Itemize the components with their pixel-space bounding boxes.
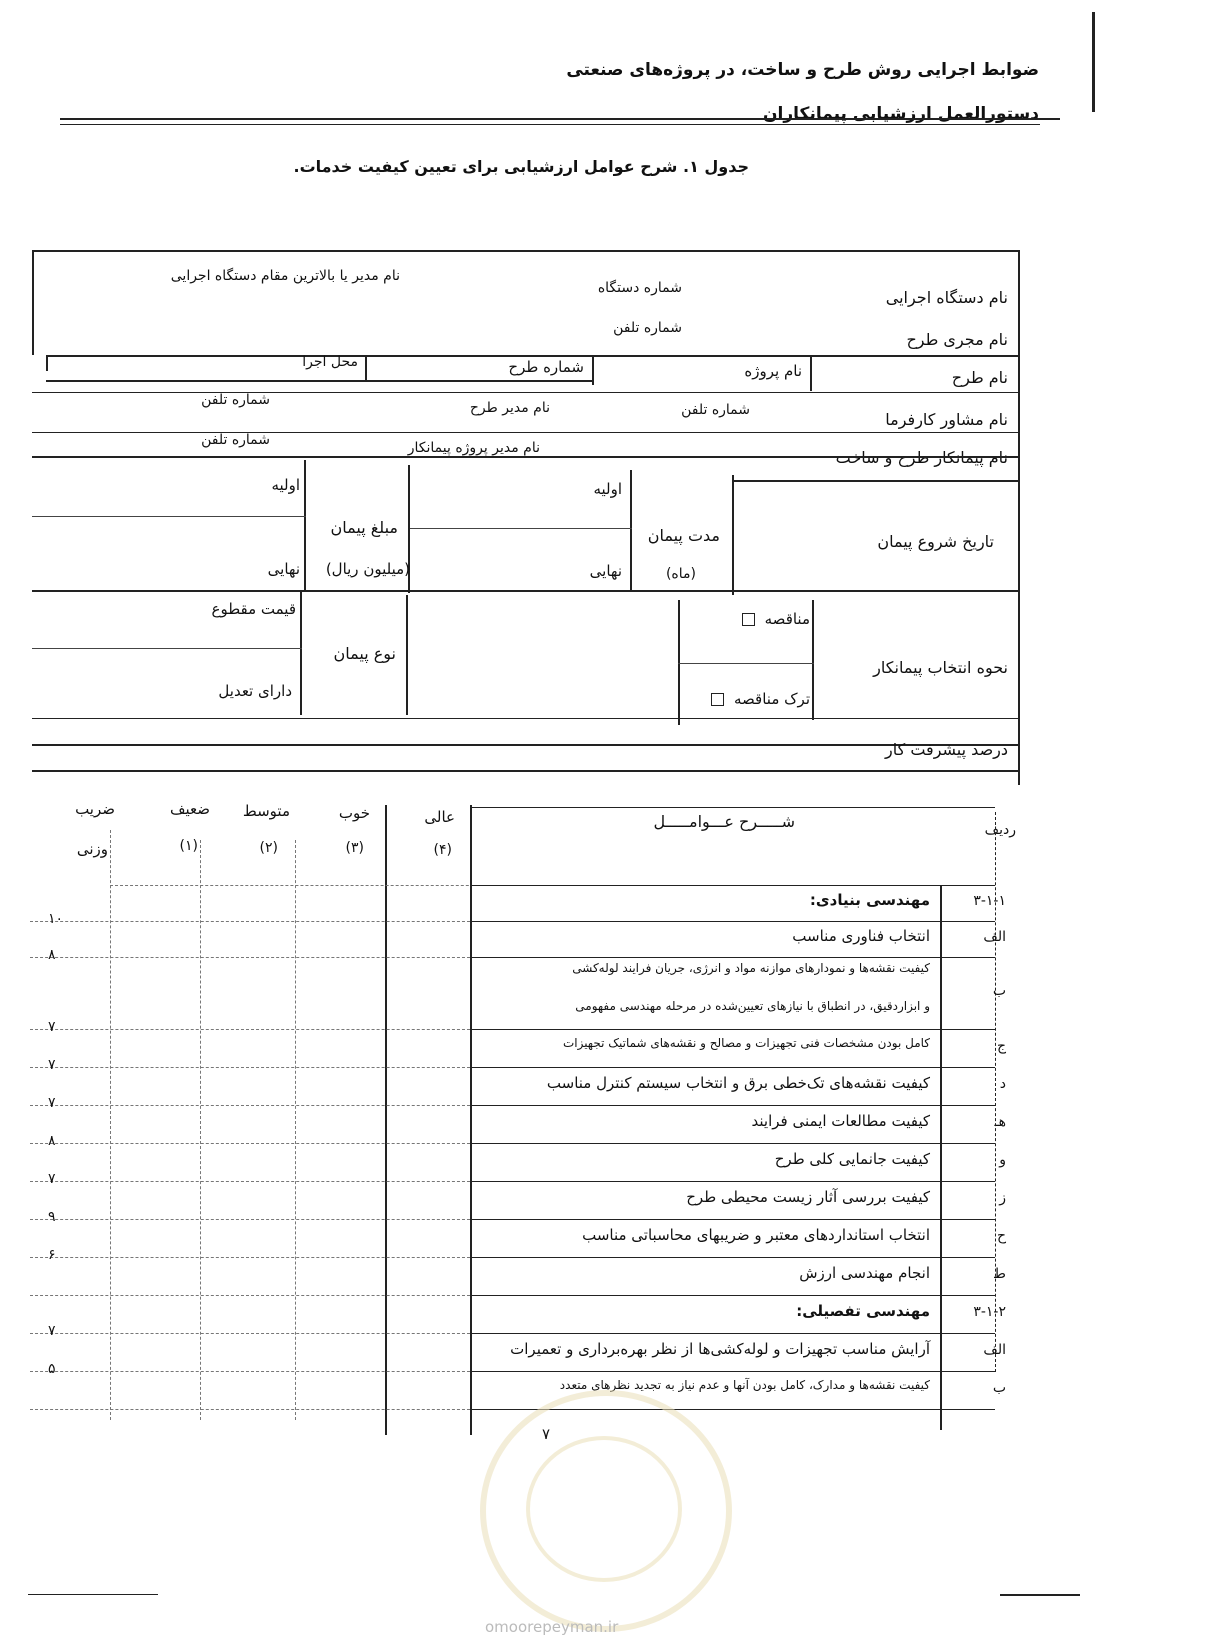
row-weight: ۷ (48, 1019, 56, 1035)
row-description: کیفیت نقشه‌ها و نمودارهای موازنه مواد و انرژی، جریان فرایند لوله‌کشی (572, 961, 930, 975)
table-row (30, 1247, 1020, 1295)
header-weak: ضعیف (169, 800, 210, 818)
duration-final-label: نهایی (589, 562, 622, 580)
table-row (30, 1323, 1020, 1371)
table-row (30, 947, 1020, 1029)
plan-number-label: شماره طرح (508, 358, 584, 376)
progress-label: درصد پیشرفت کار (885, 740, 1008, 759)
amount-final-label: نهایی (267, 560, 300, 578)
row-description: کیفیت مطالعات ایمنی فرایند (751, 1112, 930, 1130)
row-weight: ۸ (48, 947, 56, 963)
doc-title: ضوابط اجرایی روش طرح و ساخت، در پروژه‌های صنعتی (566, 60, 1039, 80)
row-weight: ۷ (48, 1171, 56, 1187)
info-form (32, 250, 1020, 785)
row-description-cont: و ابزاردقیق، در انطباق با نیازهای تعیین‌شده در مرحله مهندسی مفهومی (575, 999, 930, 1013)
table-row (30, 1095, 1020, 1143)
selection-method-label: نحوه انتخاب پیمانکار (873, 658, 1008, 677)
plan-manager-label: نام مدیر طرح (469, 400, 550, 416)
row-description: انتخاب استانداردهای معتبر و ضریبهای محاسباتی مناسب (582, 1226, 930, 1244)
contractor-name-label: نام پیمانکار طرح و ساخت (835, 448, 1008, 467)
amount-label: مبلغ پیمان (330, 518, 398, 537)
row-code: ج (996, 1038, 1006, 1054)
contract-type-label: نوع پیمان (333, 644, 396, 663)
row-code: ط (993, 1266, 1006, 1282)
margin-mark (1092, 12, 1095, 112)
header-weight-2: وزنی (76, 840, 108, 858)
row-description: کیفیت جانمایی کلی طرح (774, 1150, 930, 1168)
row-weight: ۹ (48, 1209, 56, 1225)
row-description: کامل بودن مشخصات فنی تجهیزات و مصالح و نقشه‌های شماتیک تجهیزات (562, 1036, 930, 1050)
row-weight: ۸ (48, 1133, 56, 1149)
plan-name-label: نام طرح (951, 368, 1008, 387)
section-row (30, 885, 1020, 921)
lump-sum-label: قیمت مقطوع (211, 600, 296, 618)
section-row (30, 1295, 1020, 1333)
table-row (30, 1019, 1020, 1067)
row-description: مهندسی بنیادی: (809, 891, 930, 909)
page-number: ۷ (541, 1425, 550, 1443)
footer-watermark: omoorepeyman.ir (485, 1618, 619, 1636)
header-excellent-n: (۴) (433, 842, 452, 858)
phone-label-2: شماره تلفن (681, 402, 750, 418)
row-code: الف (983, 929, 1006, 945)
header-good-n: (۳) (345, 840, 364, 856)
header-rule-2 (60, 124, 1040, 125)
location-label: محل اجرا (302, 354, 358, 370)
row-code: د (999, 1076, 1006, 1092)
table-row (30, 1133, 1020, 1181)
duration-initial-label: اولیه (593, 480, 622, 498)
row-code: و (999, 1152, 1006, 1168)
header-good: خوب (338, 804, 370, 822)
implementer-name-label: نام مجری طرح (906, 330, 1008, 349)
row-code: ح (996, 1228, 1006, 1244)
evaluation-table (30, 800, 1020, 1443)
header-excellent: عالی (424, 808, 455, 826)
consultant-name-label: نام مشاور کارفرما (885, 410, 1008, 429)
row-code: هـ (994, 1114, 1006, 1130)
row-description: کیفیت بررسی آثار زیست محیطی طرح (686, 1188, 930, 1206)
header-medium-n: (۲) (259, 840, 278, 856)
row-code: ۳-۱-۱ (973, 893, 1006, 909)
no-tender-checkbox[interactable] (711, 693, 724, 706)
row-description: آرایش مناسب تجهیزات و لوله‌کشی‌ها از نظر بهره‌برداری و تعمیرات (510, 1340, 930, 1358)
watermark-seal (480, 1390, 732, 1632)
table-row (30, 1361, 1020, 1409)
adjustable-label: دارای تعدیل (218, 682, 292, 700)
phone-label-1: شماره تلفن (613, 320, 682, 336)
row-weight: ۱۰ (48, 911, 64, 927)
row-code: ب (992, 1380, 1006, 1396)
tender-checkbox[interactable] (742, 613, 755, 626)
header-weight: ضریب (75, 800, 115, 818)
row-weight: ۷ (48, 1057, 56, 1073)
start-date-label: تاریخ شروع پیمان (877, 532, 994, 551)
tender-option[interactable]: مناقصه (682, 610, 810, 628)
table-row (30, 1209, 1020, 1257)
header-rule (60, 118, 1060, 120)
row-description: انجام مهندسی ارزش (799, 1264, 930, 1282)
row-description: کیفیت نقشه‌ها و مدارک، کامل بودن آنها و عدم نیاز به تجدید نظرهای متعدد (559, 1378, 930, 1392)
row-weight: ۷ (48, 1095, 56, 1111)
header-medium: متوسط (242, 802, 290, 820)
row-code: الف (983, 1342, 1006, 1358)
footer-rule-left (28, 1594, 158, 1595)
footer-rule-right (1000, 1594, 1080, 1596)
phone-label-3: شماره تلفن (201, 392, 270, 408)
header-row-number: ردیف (984, 822, 1016, 838)
agency-number-label: شماره دستگاه (597, 280, 682, 296)
row-weight: ۵ (48, 1361, 56, 1377)
contractor-pm-label: نام مدیر پروژه پیمانکار (407, 440, 540, 456)
doc-subtitle: دستورالعمل ارزشیابی پیمانکاران (763, 104, 1039, 124)
no-tender-option[interactable]: ترک مناقصه (682, 690, 810, 708)
duration-label: مدت پیمان (647, 526, 720, 545)
row-description: مهندسی تفصیلی: (796, 1302, 930, 1320)
manager-name-label: نام مدیر یا بالاترین مقام دستگاه اجرایی (170, 268, 400, 284)
row-code: ۳-۱-۲ (973, 1304, 1006, 1320)
row-code: ب (992, 983, 1006, 999)
table-row (30, 1171, 1020, 1219)
header-description: شـــــرح عـــوامـــــل (653, 812, 795, 831)
table-row (30, 1057, 1020, 1105)
header-weak-n: (۱) (179, 838, 198, 854)
row-description: کیفیت نقشه‌های تک‌خطی برق و انتخاب سیستم کنترل مناسب (546, 1074, 930, 1092)
duration-unit: (ماه) (665, 566, 696, 582)
amount-unit: (میلیون ریال) (325, 560, 410, 578)
agency-name-label: نام دستگاه اجرایی (885, 288, 1008, 307)
row-code: ز (999, 1190, 1006, 1206)
row-description: انتخاب فناوری مناسب (792, 927, 930, 945)
table-row (30, 911, 1020, 957)
row-weight: ۷ (48, 1323, 56, 1339)
amount-initial-label: اولیه (271, 476, 300, 494)
project-name-label: نام پروژه (744, 362, 802, 380)
phone-label-4: شماره تلفن (201, 432, 270, 448)
table-caption: جدول ۱. شرح عوامل ارزشیابی برای تعیین کیفیت خدمات. (293, 157, 749, 176)
row-weight: ۶ (48, 1247, 56, 1263)
